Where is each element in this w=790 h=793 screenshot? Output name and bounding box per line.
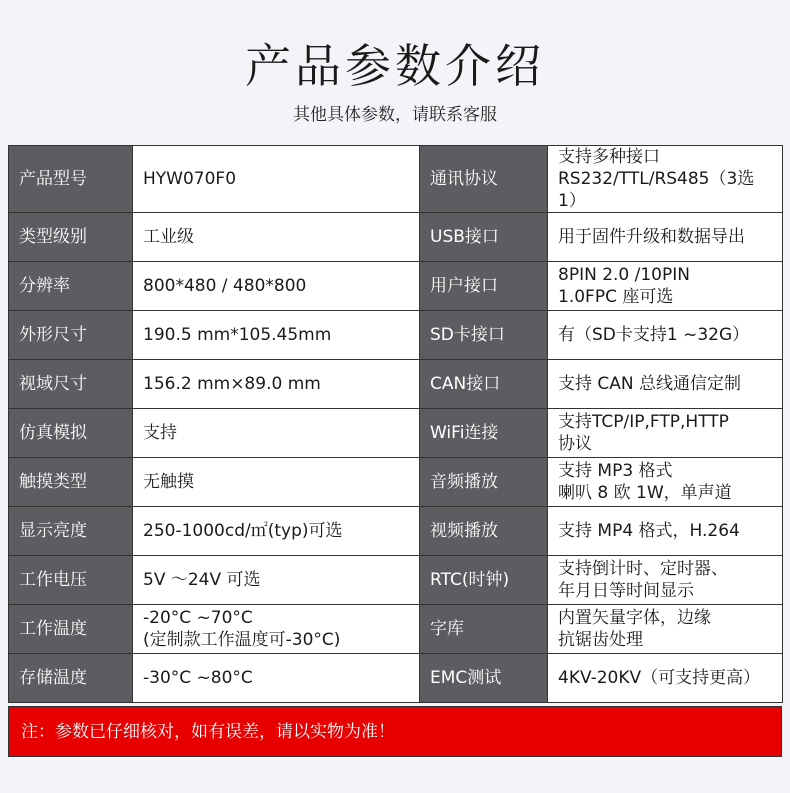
spec-value	[548, 605, 783, 654]
spec-value	[133, 311, 420, 360]
spec-value	[548, 458, 783, 507]
spec-label: 外形尺寸	[9, 311, 133, 360]
spec-value	[133, 458, 420, 507]
spec-row	[9, 507, 783, 556]
spec-row	[9, 262, 783, 311]
spec-value-line: 工业级	[143, 227, 194, 247]
spec-value-line: 协议	[558, 434, 592, 454]
spec-value-line: 支持 MP3 格式	[558, 461, 673, 481]
spec-value-line: 有（SD卡支持1 ~32G）	[558, 325, 750, 345]
spec-value	[133, 556, 420, 605]
spec-value-line: 支持多种接口	[558, 147, 660, 167]
spec-value-line: 无触摸	[143, 472, 194, 492]
spec-row	[9, 360, 783, 409]
spec-label: 工作温度	[9, 605, 133, 654]
spec-label: 工作电压	[9, 556, 133, 605]
spec-value-line: 用于固件升级和数据导出	[558, 227, 745, 247]
spec-value-line: 支持倒计时、定时器、	[558, 559, 728, 579]
spec-label: WiFi连接	[420, 409, 548, 458]
spec-value-line: 1.0FPC 座可选	[558, 287, 674, 307]
spec-value	[548, 409, 783, 458]
spec-value	[548, 262, 783, 311]
spec-value	[133, 409, 420, 458]
spec-value-line: 5V ～24V 可选	[143, 570, 261, 590]
spec-row	[9, 146, 783, 213]
spec-row	[9, 311, 783, 360]
spec-value	[133, 507, 420, 556]
spec-value-line: 喇叭 8 欧 1W，单声道	[558, 483, 732, 503]
spec-table	[8, 145, 783, 703]
spec-label: 仿真模拟	[9, 409, 133, 458]
spec-value	[133, 654, 420, 703]
spec-value-line: 250-1000cd/㎡(typ)可选	[143, 521, 343, 541]
spec-value-line: 内置矢量字体，边缘	[558, 608, 711, 628]
spec-value	[133, 213, 420, 262]
spec-label: 用户接口	[420, 262, 548, 311]
spec-label: RTC(时钟)	[420, 556, 548, 605]
spec-value	[133, 146, 420, 213]
spec-label: 通讯协议	[420, 146, 548, 213]
spec-label: 视频播放	[420, 507, 548, 556]
spec-value-line: (定制款工作温度可-30°C)	[143, 630, 341, 650]
spec-label: SD卡接口	[420, 311, 548, 360]
spec-value-line: 支持TCP/IP,FTP,HTTP	[558, 412, 729, 432]
spec-value-line: 支持	[143, 423, 177, 443]
spec-row	[9, 458, 783, 507]
spec-label: 字库	[420, 605, 548, 654]
spec-label: 产品型号	[9, 146, 133, 213]
spec-value	[548, 213, 783, 262]
spec-label: 视域尺寸	[9, 360, 133, 409]
spec-value	[133, 262, 420, 311]
spec-label: 音频播放	[420, 458, 548, 507]
spec-value	[133, 360, 420, 409]
page-title: 产品参数介绍	[245, 39, 545, 93]
spec-value-line: 年月日等时间显示	[558, 581, 694, 601]
spec-value-line: 支持 MP4 格式，H.264	[558, 521, 740, 541]
spec-label: CAN接口	[420, 360, 548, 409]
spec-label: 分辨率	[9, 262, 133, 311]
spec-label: EMC测试	[420, 654, 548, 703]
spec-value	[548, 507, 783, 556]
spec-table-body	[9, 146, 783, 703]
spec-value	[548, 556, 783, 605]
spec-value-line: 800*480 / 480*800	[143, 276, 307, 296]
spec-label: 显示亮度	[9, 507, 133, 556]
spec-label: 触摸类型	[9, 458, 133, 507]
spec-value	[548, 654, 783, 703]
spec-value-line: 156.2 mm×89.0 mm	[143, 374, 321, 394]
spec-value-line: 8PIN 2.0 /10PIN	[558, 265, 690, 285]
spec-row	[9, 213, 783, 262]
spec-value	[548, 311, 783, 360]
spec-label: 存储温度	[9, 654, 133, 703]
disclaimer-note: 注：参数已仔细核对，如有误差，请以实物为准！	[8, 706, 782, 757]
spec-value	[548, 146, 783, 213]
spec-value-line: 4KV-20KV（可支持更高）	[558, 668, 761, 688]
spec-value	[133, 605, 420, 654]
spec-row	[9, 409, 783, 458]
spec-value	[548, 360, 783, 409]
spec-value-line: HYW070F0	[143, 169, 237, 189]
spec-row	[9, 654, 783, 703]
spec-label: 类型级别	[9, 213, 133, 262]
spec-row	[9, 556, 783, 605]
spec-value-line: -20°C ~70°C	[143, 608, 253, 628]
spec-row	[9, 605, 783, 654]
spec-value-line: 支持 CAN 总线通信定制	[558, 374, 742, 394]
page-subtitle: 其他具体参数，请联系客服	[293, 105, 497, 125]
spec-value-line: 抗锯齿处理	[558, 630, 643, 650]
spec-label: USB接口	[420, 213, 548, 262]
spec-value-line: -30°C ~80°C	[143, 668, 253, 688]
spec-value-line: RS232/TTL/RS485（3选1）	[558, 169, 755, 211]
spec-value-line: 190.5 mm*105.45mm	[143, 325, 332, 345]
